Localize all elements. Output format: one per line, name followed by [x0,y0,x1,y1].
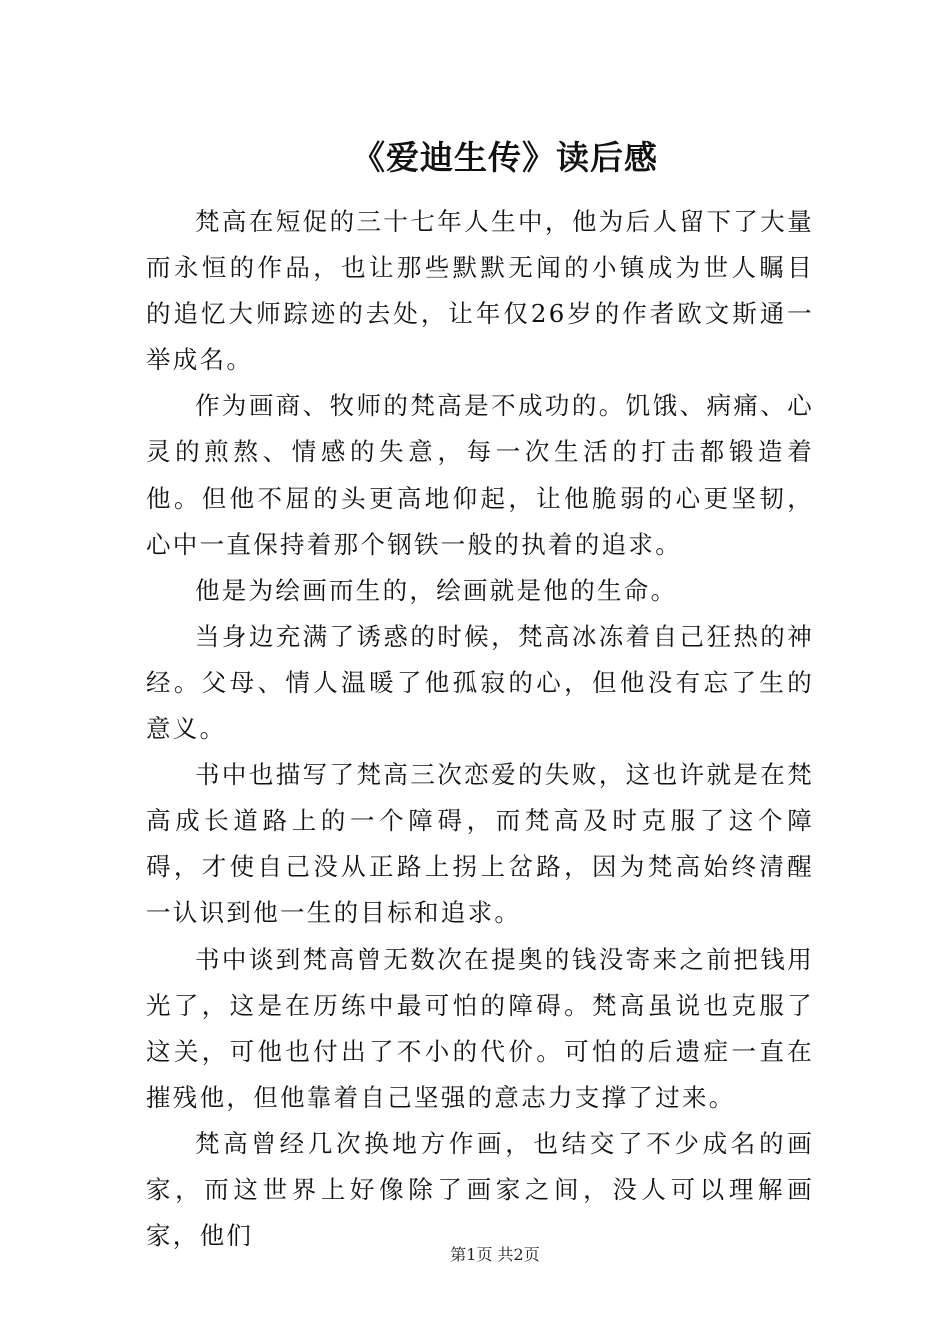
page-number-footer: 第1页 共2页 [450,1245,540,1264]
paragraph-1: 梵高在短促的三十七年人生中，他为后人留下了大量而永恒的作品，也让那些默默无闻的小镇成为世人瞩目的追忆大师踪迹的去处，让年仅26岁的作者欧文斯通一举成名。 [146,207,814,375]
paragraph-2: 作为画商、牧师的梵高是不成功的。饥饿、病痛、心灵的煎熬、情感的失意，每一次生活的打击都锻造着他。但他不屈的头更高地仰起，让他脆弱的心更坚韧，心中一直保持着那个钢铁一般的执着的追求。 [146,391,814,559]
document-body [146,199,814,1259]
document-title: 《爱迪生传》读后感 [352,138,658,177]
paragraph-4: 当身边充满了诱惑的时候，梵高冰冻着自己狂热的神经。父母、情人温暖了他孤寂的心，但他没有忘了生的意义。 [146,621,814,744]
paragraph-3: 他是为绘画而生的，绘画就是他的生命。 [195,575,678,605]
paragraph-6: 书中谈到梵高曾无数次在提奥的钱没寄来之前把钱用光了，这是在历练中最可怕的障碍。梵高虽说也克服了这关，可他也付出了不小的代价。可怕的后遗症一直在摧残他，但他靠着自己坚强的意志力支撑了过来。 [146,944,814,1112]
paragraph-7: 梵高曾经几次换地方作画，也结交了不少成名的画家，而这世界上好像除了画家之间，没人可以理解画家，他们 [146,1128,814,1251]
paragraph-5: 书中也描写了梵高三次恋爱的失败，这也许就是在梵高成长道路上的一个障碍，而梵高及时克服了这个障碍，才使自己没从正路上拐上岔路，因为梵高始终清醒一认识到他一生的目标和追求。 [146,760,814,928]
